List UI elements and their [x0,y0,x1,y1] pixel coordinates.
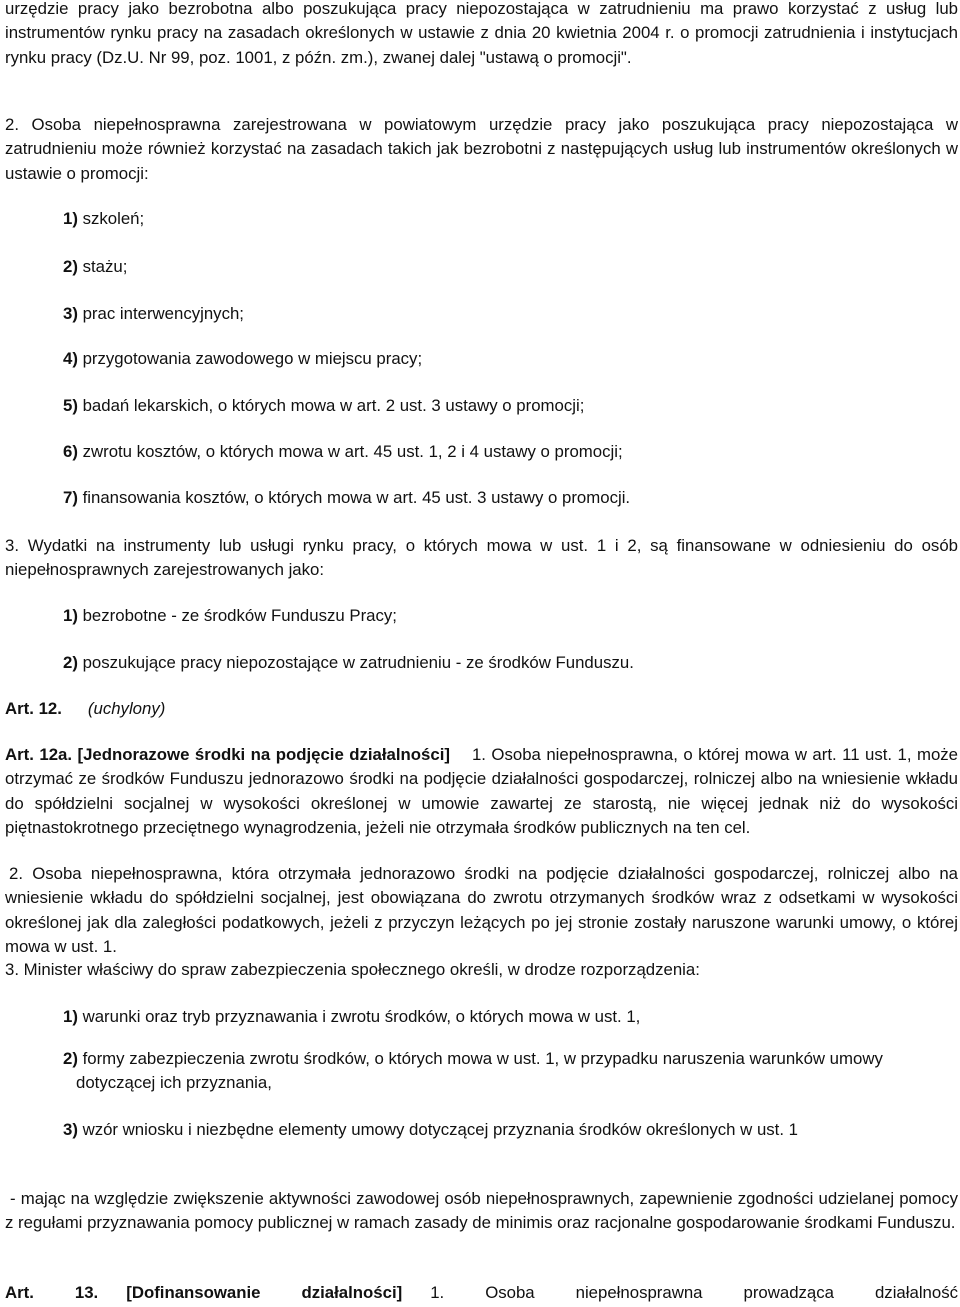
list-item-number: 1) [63,606,78,625]
list-item-text: prac interwencyjnych; [82,304,244,323]
list-item-text: zwrotu kosztów, o których mowa w art. 45 ust. 1, 2 i 4 ustawy o promocji; [82,442,623,461]
article-title: [Dofinansowanie działalności] [126,1283,403,1302]
article-label: Art. 13. [5,1283,99,1302]
article-title: [Jednorazowe środki na podjęcie działalności] [77,745,450,764]
list-item-number: 7) [63,488,78,507]
list-item-text: warunki oraz tryb przyznawania i zwrotu środków, o których mowa w ust. 1, [82,1007,641,1026]
article-label: Art. 12a. [5,745,73,764]
list-item-text: przygotowania zawodowego w miejscu pracy; [82,349,423,368]
list-item-number: 4) [63,349,78,368]
list-item-text: finansowania kosztów, o których mowa w art. 45 ust. 3 ustawy o promocji. [82,488,631,507]
list-item-number: 1) [63,1007,78,1026]
list-item-number: 2) [63,653,78,672]
list-item-number: 2) [63,257,78,276]
article-text: 1. Osoba niepełnosprawna prowadząca działalność [430,1283,958,1302]
list-item-text: badań lekarskich, o których mowa w art. 2 ust. 3 ustawy o promocji; [82,396,585,415]
list-item-text: wzór wniosku i niezbędne elementy umowy dotyczącej przyznania środków określonych w ust. 1 [82,1120,798,1139]
list-item [63,1118,953,1142]
article-text: 1. Osoba niepełnosprawna, o której mowa w art. 11 ust. 1, może otrzymać ze środków Funduszu jednorazowo środki na podjęcie działalności gospodarczej, rolniczej albo na wniesienie wkładu do spółdzielni socjalnej w wysokości określonej w umowie zawartej ze starostą, nie więcej jednak niż do wysokości piętnastokrotnego przeciętnego wynagrodzenia, jeżeli nie otrzymała środków publicznych na ten cel. [5,745,958,838]
art12-heading [5,697,165,721]
list-item-text: formy zabezpieczenia zwrotu środków, o których mowa w ust. 1, w przypadku naruszenia warunków umowy dotyczącej ich przyznania, [76,1049,883,1093]
list-item-number: 3) [63,1120,78,1139]
list-item-text: poszukujące pracy niepozostające w zatrudnieniu - ze środków Funduszu. [82,653,634,672]
article-status: (uchylony) [87,699,166,718]
list-item-number: 2) [63,1049,78,1068]
list-item [63,255,953,279]
ust3-paragraph: 3. Wydatki na instrumenty lub usługi rynku pracy, o których mowa w ust. 1 i 2, są finansowane w odniesieniu do osób niepełnosprawnych zarejestrowanych jako: [5,536,958,580]
list-item [63,394,953,418]
list-item-number: 1) [63,209,78,228]
list-item-number: 5) [63,396,78,415]
list-item-number: 6) [63,442,78,461]
list-item [63,347,953,371]
art12a-closing-paragraph: - mając na względzie zwiększenie aktywności zawodowej osób niepełnosprawnych, zapewnienie zgodności udzielanej pomocy z regułami przyznawania pomocy publicznej w ramach zasady de minimis oraz racjonalne gospodarowanie środkami Funduszu. [5,1189,958,1233]
list-item [63,486,953,510]
list-item-text: stażu; [82,257,128,276]
list-item-text: szkoleń; [82,209,145,228]
art12a-ust1-paragraph [5,743,958,841]
list-item [63,440,953,464]
intro-paragraph: urzędzie pracy jako bezrobotna albo poszukująca pracy niepozostająca w zatrudnieniu ma prawo korzystać z usług lub instrumentów rynku pracy na zasadach określonych w ustawie z dnia 20 kwietnia 2004 r. o promocji zatrudnienia i instytucjach rynku pracy (Dz.U. Nr 99, poz. 1001, z późn. zm.), zwanej dalej "ustawą o promocji". [5,0,958,67]
article-label: Art. 12. [5,699,62,718]
art12a-ust3-paragraph: 3. Minister właściwy do spraw zabezpieczenia społecznego określi, w drodze rozporządzenia: [5,960,700,979]
list-item [63,1005,953,1029]
list-item [63,207,953,231]
art12a-ust2-paragraph: 2. Osoba niepełnosprawna, która otrzymała jednorazowo środki na podjęcie działalności gospodarczej, rolniczej albo na wniesienie wkładu do spółdzielni socjalnej, jest obowiązana do zwrotu otrzymanych środków wraz z odsetkami w wysokości określonej jak dla zaległości podatkowych, jeżeli z przyczyn leżących po jej stronie zostały naruszone warunki umowy, o której mowa w ust. 1. [5,864,958,957]
ust2-paragraph: 2. Osoba niepełnosprawna zarejestrowana w powiatowym urzędzie pracy jako poszukująca pracy niepozostająca w zatrudnieniu może również korzystać na zasadach takich jak bezrobotni z następujących usług lub instrumentów określonych w ustawie o promocji: [5,115,958,183]
list-item [63,302,953,326]
list-item [63,604,953,628]
list-item-number: 3) [63,304,78,323]
list-item [63,1047,921,1096]
art13-heading [5,1281,958,1305]
list-item [63,651,953,675]
list-item-text: bezrobotne - ze środków Funduszu Pracy; [82,606,397,625]
